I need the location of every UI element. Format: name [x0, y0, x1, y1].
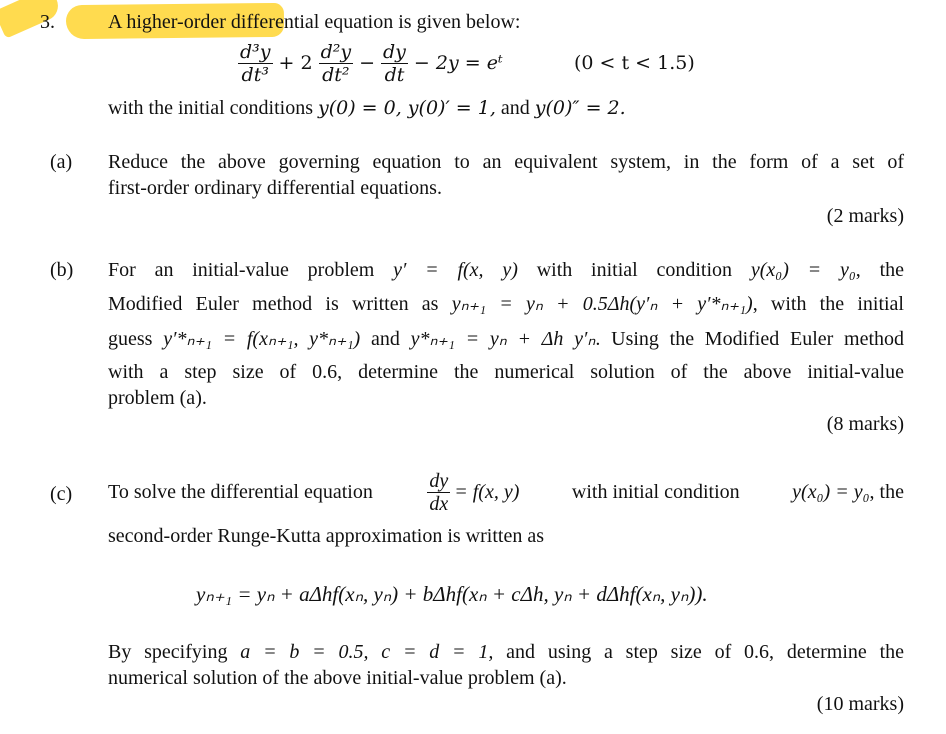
- part-b-line5: problem (a).: [108, 387, 207, 409]
- eq-plus-two: + 2: [278, 52, 313, 74]
- question-number: 3.: [40, 11, 55, 33]
- part-a-line2: first-order ordinary differential equations.: [108, 177, 442, 199]
- part-c-line2: second-order Runge-Kutta approximation is written as: [108, 525, 544, 547]
- part-b-line1: For an initial-value problem y′ = f(x, y) with initial condition y(x₀) = y₀, the: [108, 259, 905, 281]
- part-b-line4: with a step size of 0.6, determine the numerical solution of the above initial-value: [108, 361, 904, 383]
- part-c-line4: By specifying a = b = 0.5, c = d = 1, and using a step size of 0.6, determine the: [108, 641, 905, 663]
- part-a-marks: (2 marks): [826, 205, 904, 227]
- part-b-line2: Modified Euler method is written as yₙ₊₁ = yₙ + 0.5Δh(y′ₙ + y′*ₙ₊₁), with the initial: [108, 293, 904, 315]
- part-a-line1: Reduce the above governing equation to an equivalent system, in the form of a set of: [108, 151, 904, 173]
- dy-dx-fraction: $\frac{dy}{dx}$: [429, 469, 449, 515]
- part-c-label: (c): [50, 483, 73, 505]
- part-a-label: (a): [50, 151, 73, 173]
- part-c-marks: (10 marks): [816, 693, 904, 715]
- main-equation: [236, 38, 503, 88]
- runge-kutta-formula: yₙ₊₁ = yₙ + aΔhf(xₙ, yₙ) + bΔhf(xₙ + cΔh, yₙ + dΔhf(xₙ, yₙ)).: [196, 582, 708, 606]
- question-intro: A higher-order differential equation is given below:: [108, 11, 521, 33]
- part-b-marks: (8 marks): [826, 413, 904, 435]
- initial-conditions: with the initial conditions y(0) = 0, y(0)′ = 1, and y(0)″ = 2.: [108, 97, 626, 119]
- eq-range: (0 < t < 1.5): [574, 52, 695, 74]
- eq-frac-second-derivative: $\frac{\text{d²y}}{\text{dt²}}$: [320, 40, 352, 86]
- eq-minus: −: [359, 52, 376, 74]
- part-c-line1: To solve the differential equation $\frac{dy}{dx}$ = f(x, y) with initial condition y(x₀) = y₀, the: [108, 469, 904, 515]
- eq-rest: − 2y = eᵗ: [413, 52, 503, 74]
- part-b-line3: guess y′*ₙ₊₁ = f(xₙ₊₁, y*ₙ₊₁) and y*ₙ₊₁ = yₙ + Δh y′ₙ. Using the Modified Euler method: [108, 328, 905, 350]
- eq-frac-third-derivative: $\frac{\text{d³y}}{\text{dt³}}$: [240, 40, 271, 86]
- part-b-label: (b): [50, 259, 74, 281]
- eq-frac-first-derivative: $\frac{dy}{dt}$: [383, 40, 406, 86]
- part-c-line5: numerical solution of the above initial-value problem (a).: [108, 667, 567, 689]
